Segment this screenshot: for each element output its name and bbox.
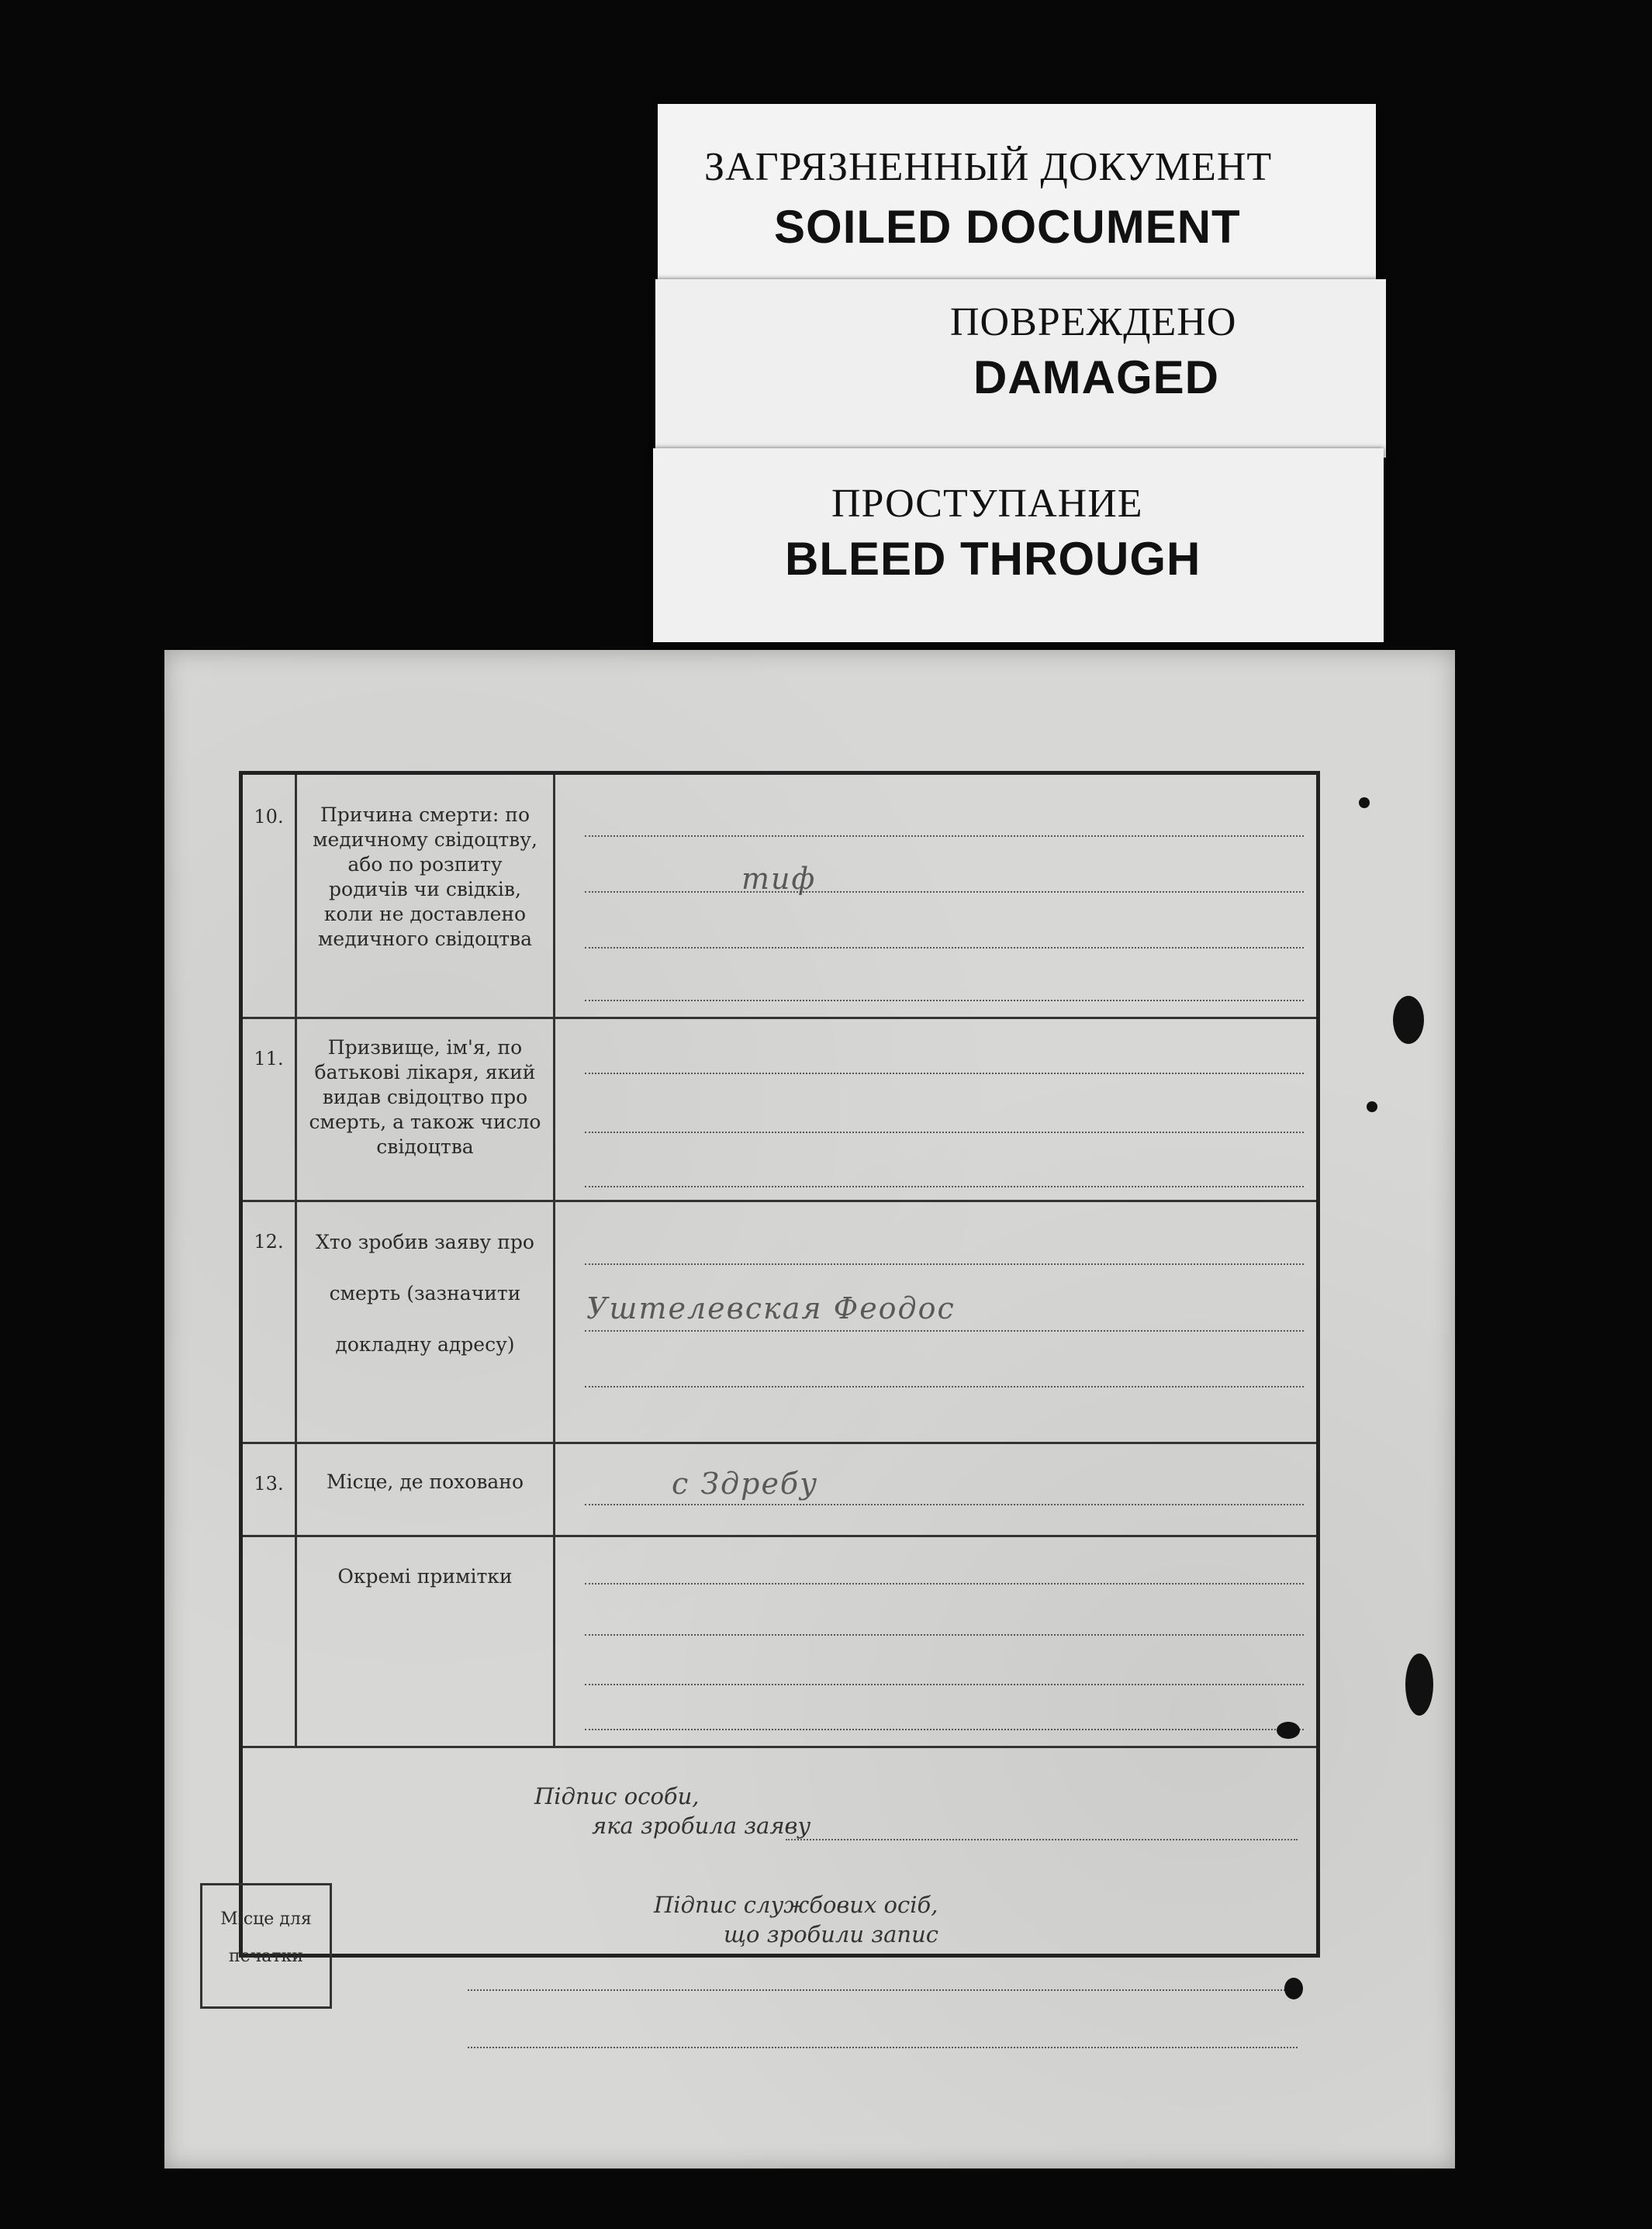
ink-blot — [1277, 1722, 1300, 1739]
ink-blot — [1359, 797, 1370, 808]
form-row-doctor — [243, 1017, 1316, 1202]
officials-signature-label-2: що зробили запис — [724, 1921, 938, 1947]
row-entry-lines — [555, 1200, 1316, 1442]
ink-blot — [1393, 996, 1424, 1044]
row-label: Призвище, ім'я, по батькові лікаря, який видав свідоцтво про смерть, а також число свідоцтва — [297, 1017, 555, 1200]
applicant-signature-label-2: яка зробила заяву — [592, 1813, 811, 1839]
damaged-ru-label: ПОВРЕЖДЕНО — [950, 300, 1237, 344]
form-row-cause-of-death — [243, 775, 1316, 1019]
handwritten-entry: с Здребу — [672, 1467, 819, 1501]
row-label: Хто зробив заяву про смерть (зазначити докладну адресу) — [297, 1200, 555, 1442]
officials-signature-label-1: Підпис службових осіб, — [654, 1892, 938, 1918]
row-entry-lines — [555, 1017, 1316, 1200]
stamp-place-box: Місце для печатки — [200, 1883, 332, 2009]
row-number: 11. — [243, 1017, 297, 1200]
bleed-through-tag — [653, 448, 1384, 642]
row-label: Окремі примітки — [297, 1535, 555, 1746]
damaged-en-label: DAMAGED — [973, 351, 1219, 403]
handwritten-entry: Уштелевская Феодос — [586, 1291, 956, 1325]
ink-blot — [1405, 1654, 1433, 1716]
row-entry-lines — [555, 775, 1316, 1017]
row-number: 13. — [243, 1442, 297, 1535]
row-number — [243, 1535, 297, 1746]
handwritten-entry: тиф — [741, 862, 817, 896]
row-number: 10. — [243, 775, 297, 1017]
officials-signature-line-1 — [468, 1989, 1298, 1991]
soiled-ru-label: ЗАГРЯЗНЕННЫЙ ДОКУМЕНТ — [704, 145, 1273, 189]
bleed-en-label: BLEED THROUGH — [785, 533, 1201, 585]
bleed-ru-label: ПРОСТУПАНИЕ — [831, 482, 1143, 526]
form-row-applicant — [243, 1200, 1316, 1444]
form-row-burial-place — [243, 1442, 1316, 1537]
officials-signature-line-2 — [468, 2047, 1298, 2048]
row-entry-lines — [555, 1535, 1316, 1746]
applicant-signature-line — [786, 1839, 1298, 1840]
soiled-en-label: SOILED DOCUMENT — [774, 201, 1241, 253]
row-entry-lines — [555, 1442, 1316, 1535]
document-page — [164, 650, 1455, 2169]
ink-blot — [1284, 1978, 1303, 1999]
row-label: Місце, де поховано — [297, 1442, 555, 1535]
ink-blot — [1367, 1101, 1377, 1112]
death-record-form — [239, 771, 1320, 1958]
row-number: 12. — [243, 1200, 297, 1442]
row-label: Причина смерти: по медичному свідоцтву, або по розпиту родичів чи свідків, коли не доставлено медичного свідоцтва — [297, 775, 555, 1017]
damaged-tag — [655, 279, 1386, 458]
applicant-signature-label-1: Підпис особи, — [534, 1783, 700, 1809]
form-row-notes — [243, 1535, 1316, 1748]
